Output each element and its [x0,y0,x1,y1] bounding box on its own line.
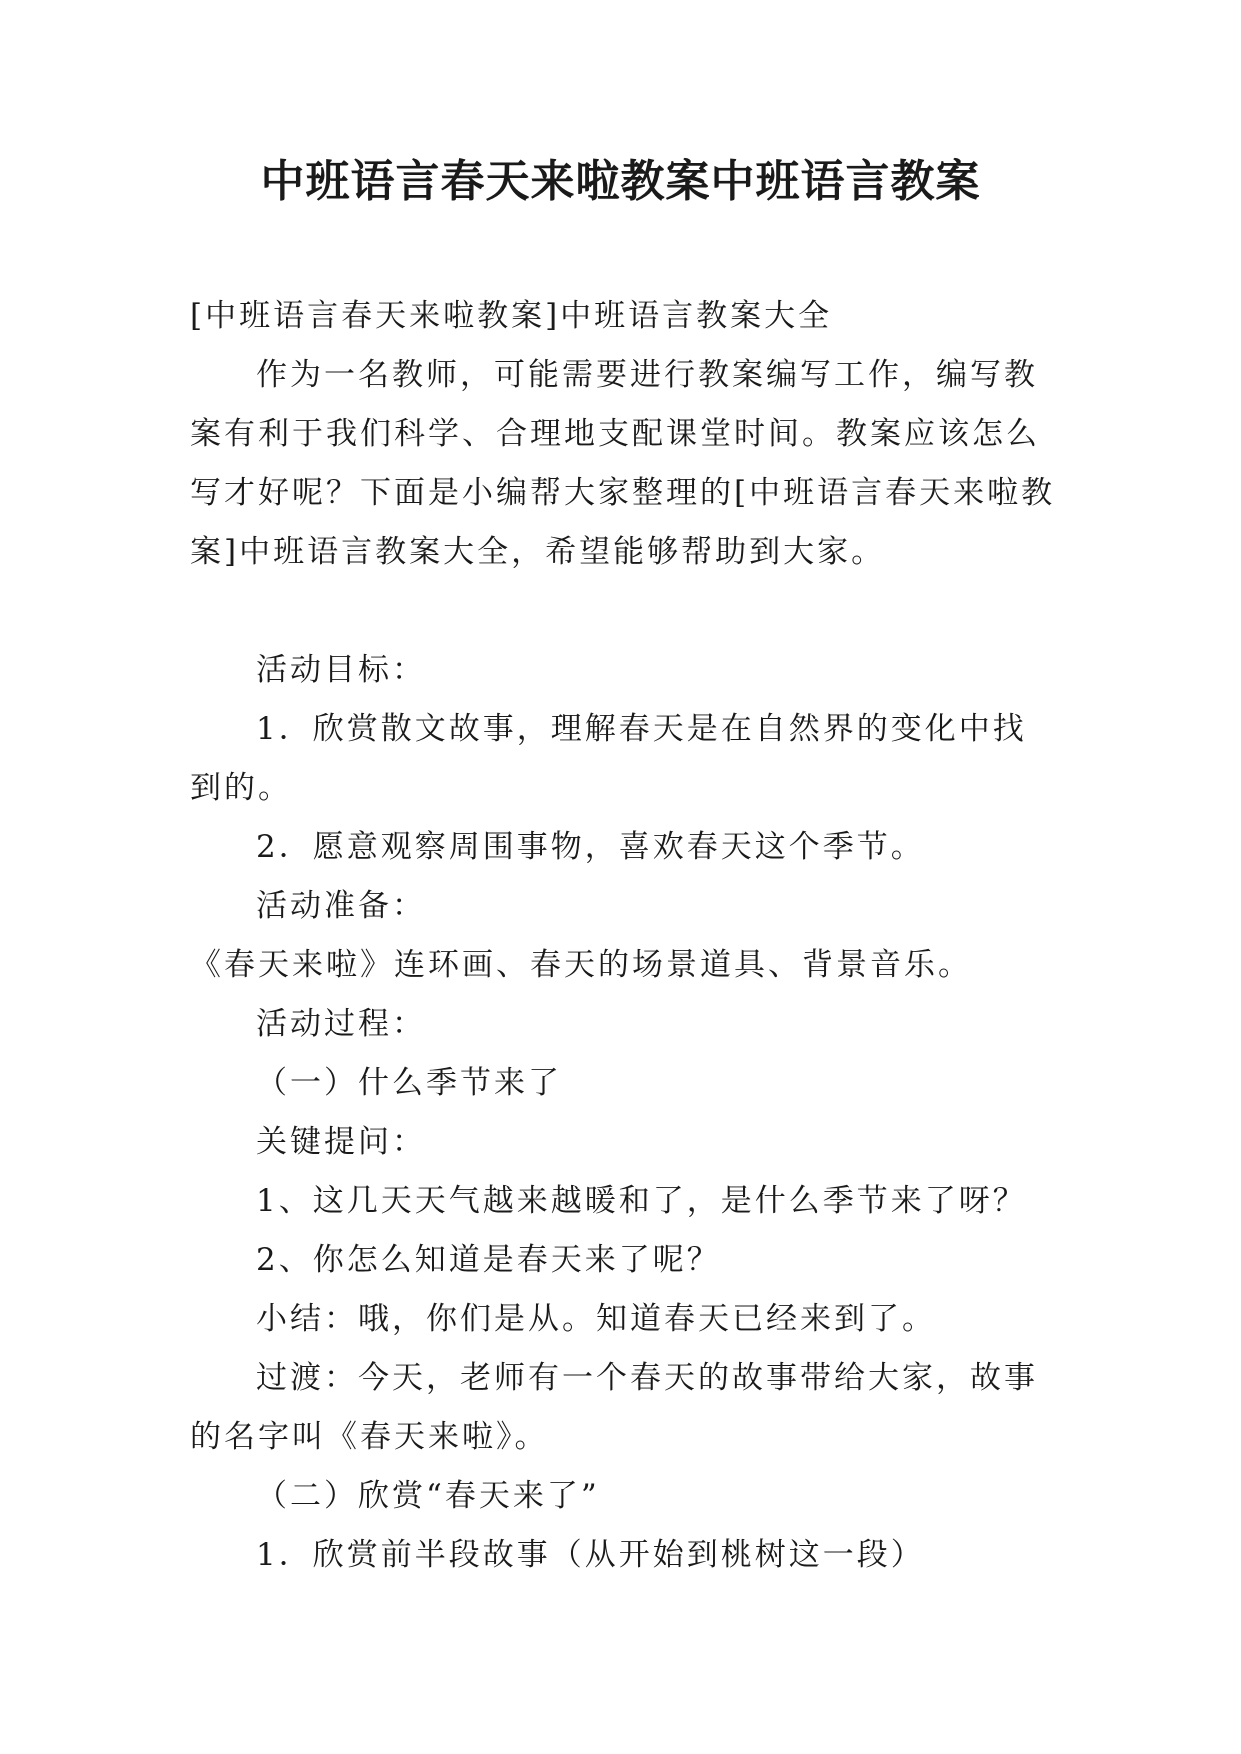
process-step-1-heading: （一）什么季节来了 [256,1065,562,1101]
preparation-text: 《春天来啦》连环画、春天的场景道具、背景音乐。 [190,947,972,983]
intro-heading-line: [中班语言春天来啦教案]中班语言教案大全 [190,298,833,334]
objective-item-2: 2．愿意观察周围事物，喜欢春天这个季节。 [256,829,925,865]
key-question-2: 2、你怎么知道是春天来了呢？ [256,1242,721,1278]
intro-paragraph: 作为一名教师，可能需要进行教案编写工作，编写教案有利于我们科学、合理地支配课堂时间。教案应该怎么写才好呢？下面是小编帮大家整理的[中班语言春天来啦教案]中班语言教案大全，希望能够帮助到大家。 [190,357,1056,570]
document-body [190,287,1056,1585]
section-heading-preparation: 活动准备： [256,888,426,924]
summary-text: 小结：哦，你们是从。知道春天已经来到了。 [256,1301,936,1337]
paragraph-gap [190,582,1056,641]
transition-text: 过渡：今天，老师有一个春天的故事带给大家，故事的名字叫《春天来啦》。 [190,1360,1038,1455]
section-heading-objectives: 活动目标： [256,652,426,688]
document-title: 中班语言春天来啦教案中班语言教案 [260,156,981,207]
objective-item-1: 1．欣赏散文故事，理解春天是在自然界的变化中找到的。 [190,711,1027,806]
key-questions-label: 关键提问： [256,1124,426,1160]
section-heading-process: 活动过程： [256,1006,426,1042]
key-question-1: 1、这几天天气越来越暖和了，是什么季节来了呀？ [256,1183,1027,1219]
process-step-2-heading: （二）欣赏“春天来了” [256,1478,600,1514]
appreciation-item-1: 1．欣赏前半段故事（从开始到桃树这一段） [256,1537,925,1573]
